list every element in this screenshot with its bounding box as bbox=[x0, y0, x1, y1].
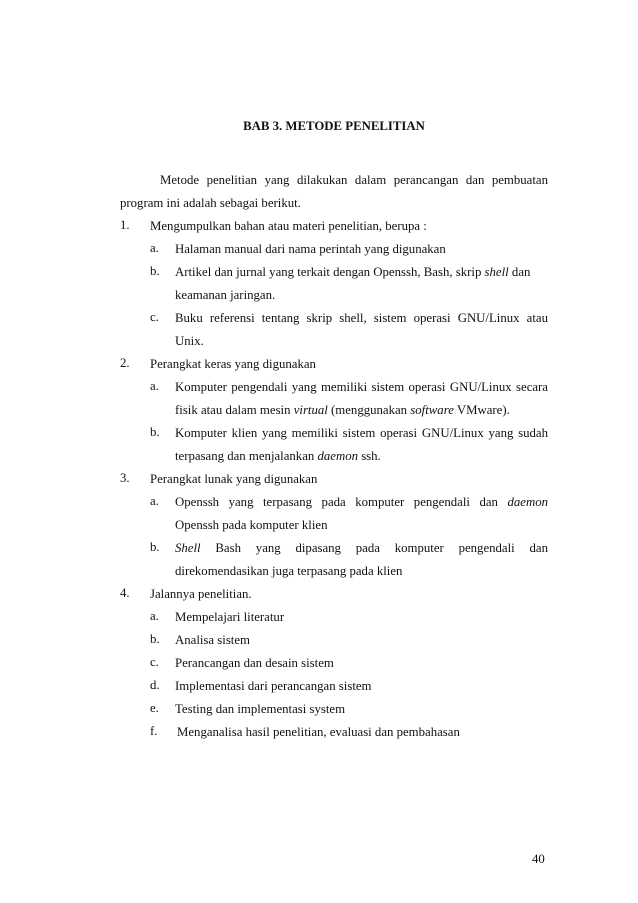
item-4f-letter: f. bbox=[150, 724, 158, 738]
item-1c-cont: Unix. bbox=[175, 334, 204, 348]
item-1c-letter: c. bbox=[150, 310, 159, 324]
item-3-number: 3. bbox=[120, 471, 130, 485]
item-4c-letter: c. bbox=[150, 655, 159, 669]
item-2b-cont: terpasang dan menjalankan daemon ssh. bbox=[175, 449, 381, 463]
item-1-label: Mengumpulkan bahan atau materi penelitian, berupa : bbox=[150, 219, 427, 233]
item-3a-text: Openssh yang terpasang pada komputer pengendali dan daemon bbox=[175, 495, 548, 509]
item-4a-text: Mempelajari literatur bbox=[175, 610, 285, 624]
item-4c-text: Perancangan dan desain sistem bbox=[175, 656, 334, 670]
item-3a-letter: a. bbox=[150, 494, 159, 508]
item-3b-text: Shell Bash yang dipasang pada komputer pengendali dan bbox=[175, 541, 548, 555]
item-2b-letter: b. bbox=[150, 425, 160, 439]
item-1b-cont: keamanan jaringan. bbox=[175, 288, 276, 302]
item-4b-text: Analisa sistem bbox=[175, 633, 250, 647]
item-2b-text: Komputer klien yang memiliki sistem operasi GNU/Linux yang sudah bbox=[175, 426, 548, 440]
item-2a-text: Komputer pengendali yang memiliki sistem operasi GNU/Linux secara bbox=[175, 380, 548, 394]
item-4d-letter: d. bbox=[150, 678, 160, 692]
item-3b-letter: b. bbox=[150, 540, 160, 554]
item-4b-letter: b. bbox=[150, 632, 160, 646]
item-2-label: Perangkat keras yang digunakan bbox=[150, 357, 316, 371]
item-4e-text: Testing dan implementasi system bbox=[175, 702, 346, 716]
item-1b-text: Artikel dan jurnal yang terkait dengan Openssh, Bash, skrip shell dan bbox=[175, 265, 531, 279]
item-4e-letter: e. bbox=[150, 701, 159, 715]
chapter-title: BAB 3. METODE PENELITIAN bbox=[243, 119, 425, 133]
item-4f-text: Menganalisa hasil penelitian, evaluasi dan pembahasan bbox=[177, 725, 460, 739]
item-2-number: 2. bbox=[120, 356, 130, 370]
item-4a-letter: a. bbox=[150, 609, 159, 623]
item-4-number: 4. bbox=[120, 586, 130, 600]
item-3b-cont: direkomendasikan juga terpasang pada klien bbox=[175, 564, 403, 578]
item-3a-cont: Openssh pada komputer klien bbox=[175, 518, 328, 532]
item-1c-text: Buku referensi tentang skrip shell, sistem operasi GNU/Linux atau bbox=[175, 311, 548, 325]
intro-line-2: program ini adalah sebagai berikut. bbox=[120, 196, 301, 210]
item-2a-letter: a. bbox=[150, 379, 159, 393]
item-1a-text: Halaman manual dari nama perintah yang digunakan bbox=[175, 242, 446, 256]
item-4d-text: Implementasi dari perancangan sistem bbox=[175, 679, 372, 693]
intro-line-1: Metode penelitian yang dilakukan dalam perancangan dan pembuatan bbox=[160, 173, 548, 187]
item-4-label: Jalannya penelitian. bbox=[150, 587, 252, 601]
page-number: 40 bbox=[532, 852, 545, 866]
item-2a-cont: fisik atau dalam mesin virtual (menggunakan software VMware). bbox=[175, 403, 510, 417]
item-3-label: Perangkat lunak yang digunakan bbox=[150, 472, 318, 486]
item-1a-letter: a. bbox=[150, 241, 159, 255]
item-1-number: 1. bbox=[120, 218, 130, 232]
item-1b-letter: b. bbox=[150, 264, 160, 278]
